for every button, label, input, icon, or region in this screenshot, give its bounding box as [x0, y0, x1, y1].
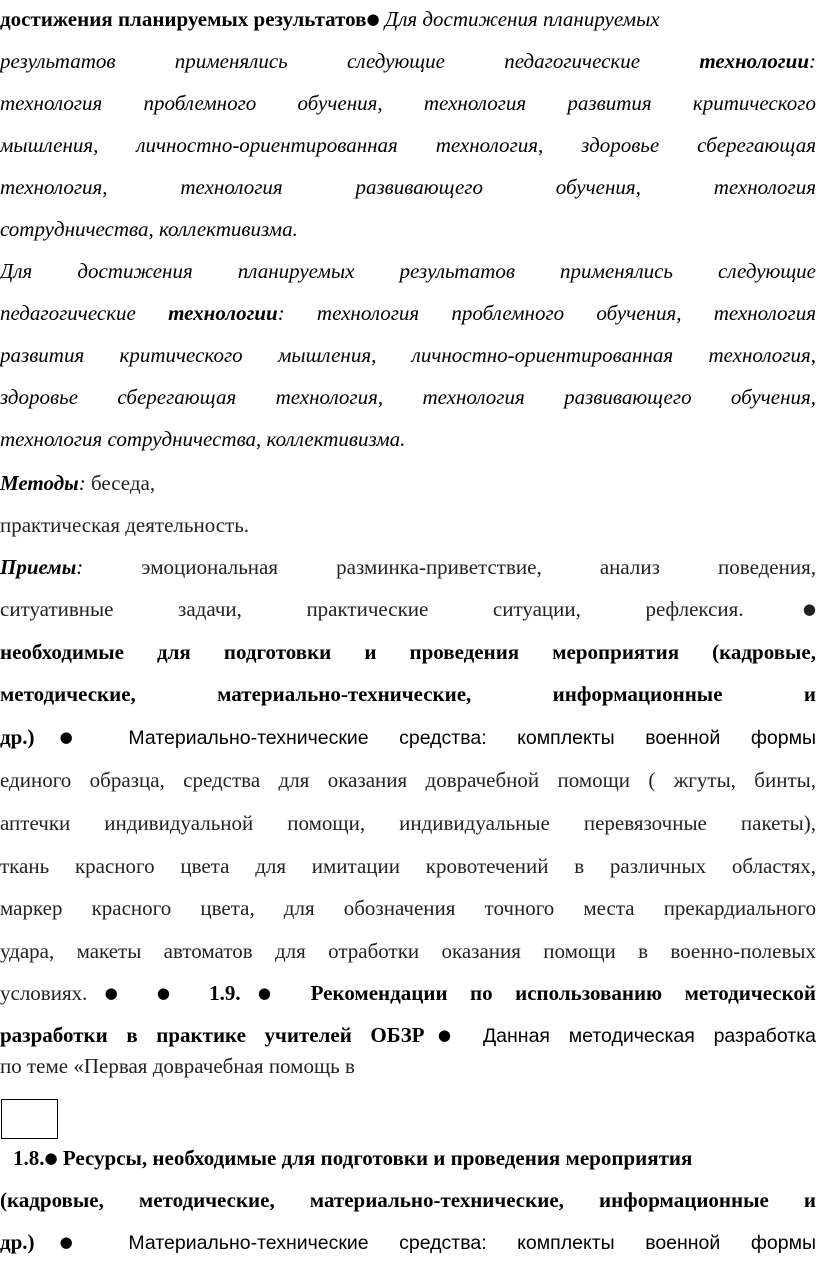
techniques-label: Приемы	[0, 555, 77, 579]
section-heading: Рекомендации по использованию методической	[288, 981, 816, 1005]
line-29	[0, 1229, 816, 1255]
line-26: по теме «Первая доврачебная помощь в	[0, 1054, 355, 1078]
line-11: технология сотрудничества, коллективизма.	[0, 427, 406, 451]
line-5: технология, технология развивающего обучения, технология	[0, 175, 816, 199]
methods-text: беседа,	[85, 471, 156, 495]
text: ситуативные задачи, практические ситуации, рефлексия.	[0, 597, 744, 621]
line-17: методические, материально-технические, информационные и	[0, 682, 816, 706]
bullet-icon: ●	[34, 728, 98, 746]
bullet-icon: ●	[240, 984, 289, 1002]
bullet-icon: ●	[134, 984, 210, 1002]
line-8	[0, 300, 816, 326]
line-24	[0, 980, 816, 1006]
section-heading: Ресурсы, необходимые для подготовки и проведения мероприятия	[57, 1146, 693, 1170]
methods-label: Методы	[0, 471, 79, 495]
line-22: маркер красного цвета, для обозначения точного места прекардиального	[0, 896, 816, 920]
bullet-icon: ●	[34, 1233, 98, 1251]
bold-text: др.)	[0, 725, 35, 749]
resources-text: Материально-технические средства: комплекты военной формы	[97, 1232, 816, 1254]
section-number: 1.9.	[209, 981, 241, 1005]
empty-frame	[1, 1099, 58, 1139]
line-14-techniques	[0, 554, 816, 580]
section-number: 1.8.	[13, 1146, 45, 1170]
line-23: удара, макеты автоматов для отработки оказания помощи в военно-полевых	[0, 939, 816, 963]
line-25	[0, 1022, 816, 1048]
italic-text: :	[809, 49, 816, 73]
italic-text: Для достижения планируемых	[379, 7, 660, 31]
line-18	[0, 724, 816, 750]
italic-text: результатов применялись следующие педагогические	[0, 49, 700, 73]
line-19: единого образца, средства для оказания доврачебной помощи ( жгуты, бинты,	[0, 768, 816, 792]
line-13: практическая деятельность.	[0, 513, 250, 537]
line-7: Для достижения планируемых результатов применялись следующие	[0, 259, 816, 283]
line-3: технология проблемного обучения, технология развития критического	[0, 91, 816, 115]
techniques-text: эмоциональная разминка-приветствие, анализ поведения,	[83, 555, 816, 579]
italic-text: : технология проблемного обучения, технология	[277, 301, 816, 325]
line-4: мышления, личностно-ориентированная технология, здоровье сберегающая	[0, 133, 816, 157]
text: условиях.	[0, 981, 88, 1005]
bullet-icon: ●	[87, 984, 135, 1002]
colon: :	[76, 555, 84, 579]
line-28: (кадровые, методические, материально-технические, информационные и	[0, 1188, 816, 1212]
text: Данная методическая разработка	[464, 1025, 816, 1047]
keyword-technologies: технологии	[168, 301, 278, 325]
line-12-methods	[0, 470, 816, 496]
bullet-icon: ●	[424, 1026, 465, 1044]
bold-text: др.)	[0, 1230, 35, 1254]
line-9: развития критического мышления, личностно-ориентированная технология,	[0, 343, 816, 367]
bullet-icon: ●	[44, 1149, 58, 1167]
bullet-icon: ●	[743, 600, 816, 618]
line-20: аптечки индивидуальной помощи, индивидуальные перевязочные пакеты),	[0, 811, 816, 835]
bullet-icon: ●	[366, 10, 380, 28]
colon: :	[78, 471, 86, 495]
line-1	[0, 6, 816, 32]
italic-text: педагогические	[0, 301, 169, 325]
line-10: здоровье сберегающая технология, технология развивающего обучения,	[0, 385, 816, 409]
line-2	[0, 48, 816, 74]
resources-text: Материально-технические средства: комплекты военной формы	[97, 727, 816, 749]
keyword-technologies: технологии	[699, 49, 809, 73]
line-21: ткань красного цвета для имитации кровотечений в различных областях,	[0, 854, 816, 878]
section-heading: разработки в практике учителей ОБЗР	[0, 1023, 425, 1047]
line-15	[0, 596, 816, 622]
line-6: сотрудничества, коллективизма.	[0, 217, 298, 241]
line-16: необходимые для подготовки и проведения мероприятия (кадровые,	[0, 640, 816, 664]
heading-fragment: достижения планируемых результатов	[0, 7, 367, 31]
line-27	[13, 1145, 803, 1171]
